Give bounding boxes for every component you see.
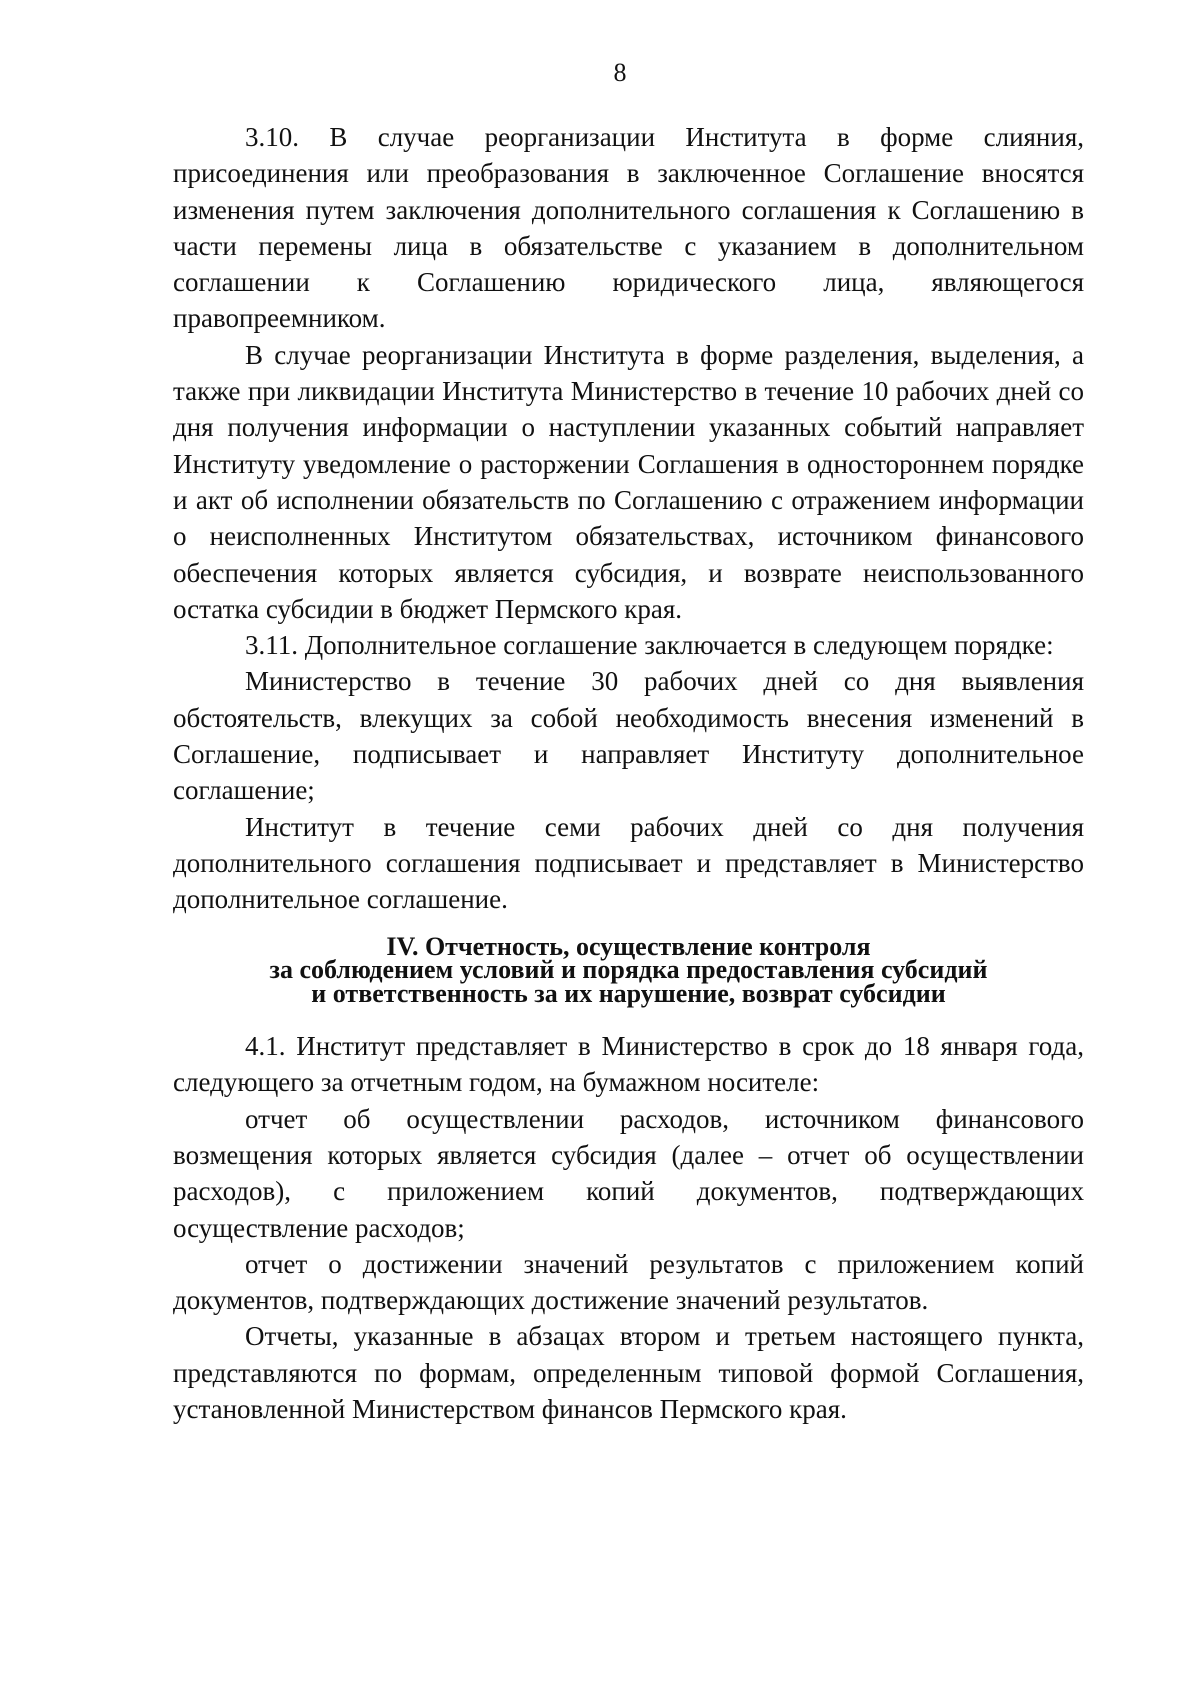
paragraph-reorganization: В случае реорганизации Института в форме разделения, выделения, а также при ликвидации Института Министерство в течение 10 рабочих дней со дня получения информации о наступлении указанных событий направляет Институту уведомление о расторжении Соглашения в одностороннем порядке и акт об исполнении обязательств по Соглашению с отражением информации о неисполненных Институтом обязательствах, источником финансового обеспечения которых является субсидия, и возврате неиспользованного остатка субсидии в бюджет Пермского края. [173,339,1084,624]
paragraph-report-forms: Отчеты, указанные в абзацах втором и третьем настоящего пункта, представляются по формам, определенным типовой формой Соглашения, установленной Министерством финансов Пермского края. [173,1321,1084,1424]
paragraph-expenses-report: отчет об осуществлении расходов, источником финансового возмещения которых является субсидия (далее – отчет об осуществлении расходов), с приложением копий документов, подтверждающих осуществление расходов; [173,1103,1084,1243]
section-heading-iv [173,931,1084,1008]
document-body [173,119,1084,1427]
paragraph-3-10: 3.10. В случае реорганизации Института в форме слияния, присоединения или преобразования в заключенное Соглашение вносятся изменения путем заключения дополнительного соглашения к Соглашению в части перемены лица в обязательстве с указанием в дополнительном соглашении к Соглашению юридического лица, являющегося правопреемником. [173,122,1084,334]
paragraph-institute-term: Институт в течение семи рабочих дней со дня получения дополнительного соглашения подписывает и представляет в Министерство дополнительное соглашение. [173,811,1084,915]
section-heading-line: за соблюдением условий и порядка предоставления субсидий [269,955,988,985]
paragraph-4-1: 4.1. Институт представляет в Министерство в срок до 18 января года, следующего за отчетным годом, на бумажном носителе: [173,1031,1084,1098]
section-heading-line: IV. Отчетность, осуществление контроля [386,931,871,961]
paragraph-ministry-term: Министерство в течение 30 рабочих дней со дня выявления обстоятельств, влекущих за собой необходимость внесения изменений в Соглашение, подписывает и направляет Институту дополнительное соглашение; [173,666,1084,806]
paragraph-3-11: 3.11. Дополнительное соглашение заключается в следующем порядке: [245,630,1054,661]
section-heading-line: и ответственность за их нарушение, возврат субсидии [311,978,946,1008]
page-number: 8 [613,58,627,87]
paragraph-results-report: отчет о достижении значений результатов с приложением копий документов, подтверждающих достижение значений результатов. [173,1248,1084,1316]
